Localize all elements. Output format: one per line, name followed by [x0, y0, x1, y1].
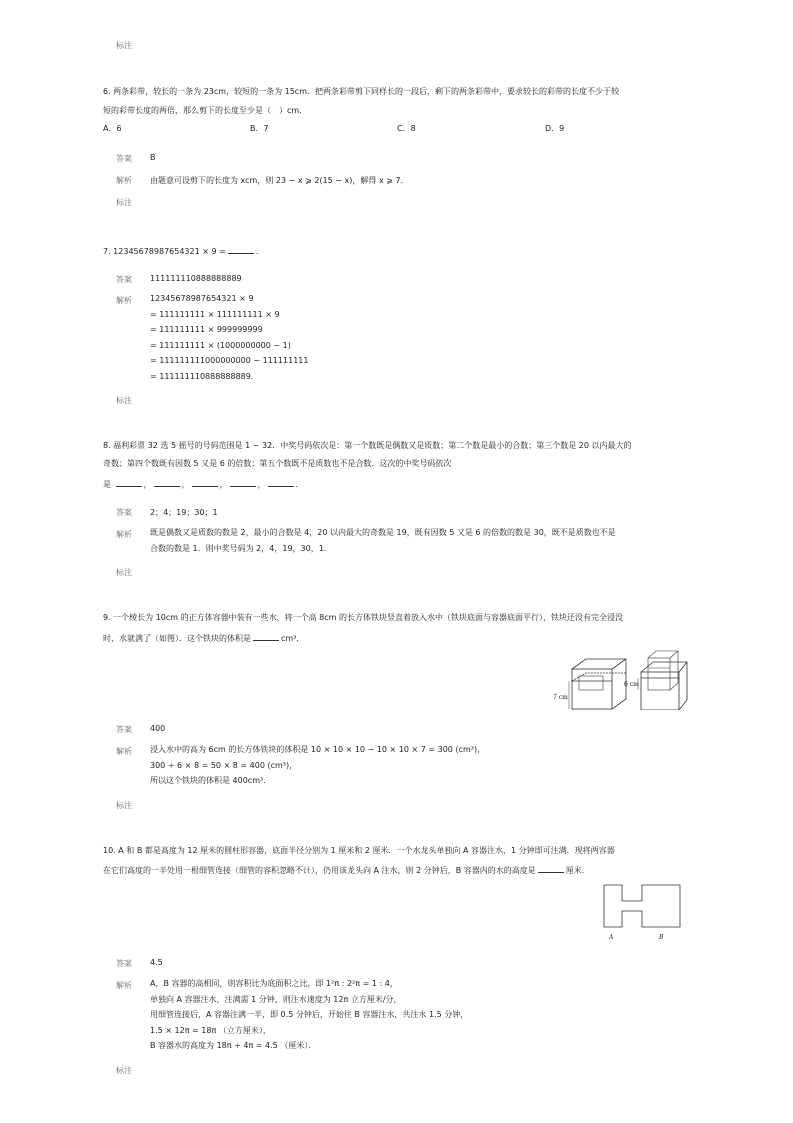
q6-stem-line1: 6. 两条彩带，较长的一条为 23cm，较短的一条为 15cm．把两条彩带剪下同样长的一段后，剩下的两条彩带中，要求较长的彩带的长度不少于较: [103, 87, 619, 96]
q10-answer-label: 答案: [116, 959, 132, 968]
q6-answer: B: [150, 153, 156, 162]
q9-analysis: [150, 742, 485, 789]
q10-analysis-line: A，B 容器的高相同，则容积比为底面积之比，即 1²π : 2²π = 1 : 4，: [150, 979, 398, 988]
q8-answer: 2；4；19；30；1: [150, 508, 218, 517]
q6-option-a: A．6: [103, 124, 122, 133]
q6-option-c: C．8: [397, 124, 416, 133]
q9-stem-text: 时，水就满了（如图）．这个铁块的体积是: [103, 634, 251, 643]
q10-answer: 4.5: [150, 958, 163, 967]
q7-analysis-line: = 111111111 × 111111111 × 9: [150, 309, 280, 319]
q10-analysis-line: 单独向 A 容器注水，注满需 1 分钟，则注水速度为 12π 立方厘米/分，: [150, 994, 402, 1004]
q8-analysis-label: 解析: [116, 530, 132, 539]
q8-blank-5[interactable]: [268, 477, 294, 487]
q10-label-b: B: [659, 934, 664, 941]
note-label: 标注: [116, 41, 132, 50]
q6-option-d: D．9: [545, 124, 565, 133]
q8-stem-line2: 奇数；第四个数既有因数 5 又是 6 的倍数；第五个数既不是质数也不是合数．这次的中奖号码依次: [103, 459, 452, 468]
q10-analysis-line: 用细管连接后，A 容器注满一半，即 0.5 分钟后，开始往 B 容器注水，共注水 1.5 分钟，: [150, 1010, 469, 1019]
q9-analysis-label: 解析: [116, 747, 132, 756]
q9-note-label: 标注: [116, 801, 132, 810]
q7-stem-text: 7. 12345678987654321 × 9 =: [103, 247, 226, 256]
q8-analysis-line: 既是偶数又是质数的数是 2，最小的合数是 4，20 以内最大的奇数是 19，既有因数 5 又是 6 的倍数的数是 30，既不是质数也不是: [150, 528, 616, 537]
q6-analysis-label: 解析: [116, 176, 132, 185]
q8-blank-4[interactable]: [230, 477, 256, 487]
q7-analysis-line: 12345678987654321 × 9: [150, 294, 254, 303]
q7-analysis-line: = 111111111 × 999999999: [150, 325, 263, 334]
q10-stem-end: 厘米.: [565, 866, 585, 875]
q9-stem-line2: [103, 631, 304, 645]
q8-blank-1[interactable]: [116, 477, 142, 487]
q9-stem-line1: 9. 一个棱长为 10cm 的正方体容器中装有一些水，将一个高 8cm 的长方体铁块竖直着放入水中（铁块底面与容器底面平行），铁块还没有完全浸没: [103, 613, 623, 622]
q8-blank-2[interactable]: [154, 477, 180, 487]
q7-answer-label: 答案: [116, 275, 132, 284]
q7-stem-end: .: [255, 247, 259, 256]
q7-analysis-line: = 111111111 × (1000000000 − 1): [150, 340, 291, 350]
q10-stem-line2: [103, 863, 584, 877]
q7-analysis-label: 解析: [116, 296, 132, 305]
q10-stem-line1: 10. A 和 B 都是高度为 12 厘米的圆柱形容器，底面半径分别为 1 厘米和 2 厘米．一个水龙头单独向 A 容器注水，1 分钟即可注满．现将两容器: [103, 846, 615, 855]
q9-blank[interactable]: [253, 631, 279, 641]
q7-analysis-line: = 111111111000000000 − 111111111: [150, 356, 309, 365]
q9-analysis-line: 所以这个铁块的体积是 400cm³.: [150, 776, 266, 785]
q8-stem-prefix: 是: [103, 480, 111, 489]
q7-stem: [103, 244, 258, 258]
q9-figure-label-left: 7 cm: [553, 694, 568, 701]
q8-note-label: 标注: [116, 568, 132, 577]
q10-blank[interactable]: [538, 863, 564, 873]
q6-option-b: B．7: [250, 124, 269, 133]
q10-analysis-label: 解析: [116, 981, 132, 990]
q9-stem-end: cm³．: [281, 634, 305, 643]
q6-note-label: 标注: [116, 198, 132, 207]
q6-answer-label: 答案: [116, 154, 132, 163]
q8-stem-line3: 是 ， ， ， ， ．: [103, 477, 304, 491]
q10-note-label: 标注: [116, 1066, 132, 1075]
q8-analysis-line: 合数的数是 1．则中奖号码为 2，4，19，30，1．: [150, 543, 332, 553]
q7-answer: 111111110888888889: [150, 274, 242, 283]
q8-blank-3[interactable]: [192, 477, 218, 487]
q10-stem-text: 在它们高度的一半处用一根细管连接（细管的容积忽略不计），仍用该龙头向 A 注水，则 2 分钟后，B 容器内的水的高度是: [103, 866, 536, 875]
q8-analysis: [150, 525, 616, 556]
q10-analysis-line: B 容器水的高度为 18π ÷ 4π = 4.5 （厘米）．: [150, 1041, 317, 1050]
q9-answer: 400: [150, 724, 166, 733]
q6-analysis: 由题意可设剪下的长度为 xcm，则 23 − x ⩾ 2(15 − x)，解得 x ⩾ 7．: [150, 176, 409, 185]
q10-analysis-line: 1.5 × 12π = 18π （立方厘米），: [150, 1025, 271, 1035]
q7-note-label: 标注: [116, 396, 132, 405]
q10-label-a: A: [609, 934, 614, 941]
q9-figure-label-right: 6 cm: [624, 681, 639, 688]
q9-cube-figure: [549, 648, 689, 710]
q7-blank[interactable]: [228, 244, 254, 254]
q9-analysis-line: 浸入水中的高为 6cm 的长方体铁块的体积是 10 × 10 × 10 − 10 × 10 × 7 = 300 (cm³)，: [150, 745, 486, 754]
q8-answer-label: 答案: [116, 508, 132, 517]
q7-analysis: [150, 291, 308, 384]
q10-analysis: [150, 976, 468, 1054]
q9-analysis-line: 300 ÷ 6 × 8 = 50 × 8 = 400 (cm³)，: [150, 760, 298, 770]
q9-answer-label: 答案: [116, 725, 132, 734]
q10-container-figure: [600, 882, 686, 944]
q8-stem-line1: 8. 福利彩票 32 选 5 摇号的号码范围是 1 ~ 32．中奖号码依次是：第一个数既是偶数又是质数；第二个数是最小的合数；第三个数是 20 以内最大的: [103, 441, 632, 450]
q7-analysis-line: = 111111110888888889.: [150, 371, 254, 381]
q6-stem-line2: 短的彩带长度的两倍，那么剪下的长度至少是（ ）cm.: [103, 106, 302, 115]
